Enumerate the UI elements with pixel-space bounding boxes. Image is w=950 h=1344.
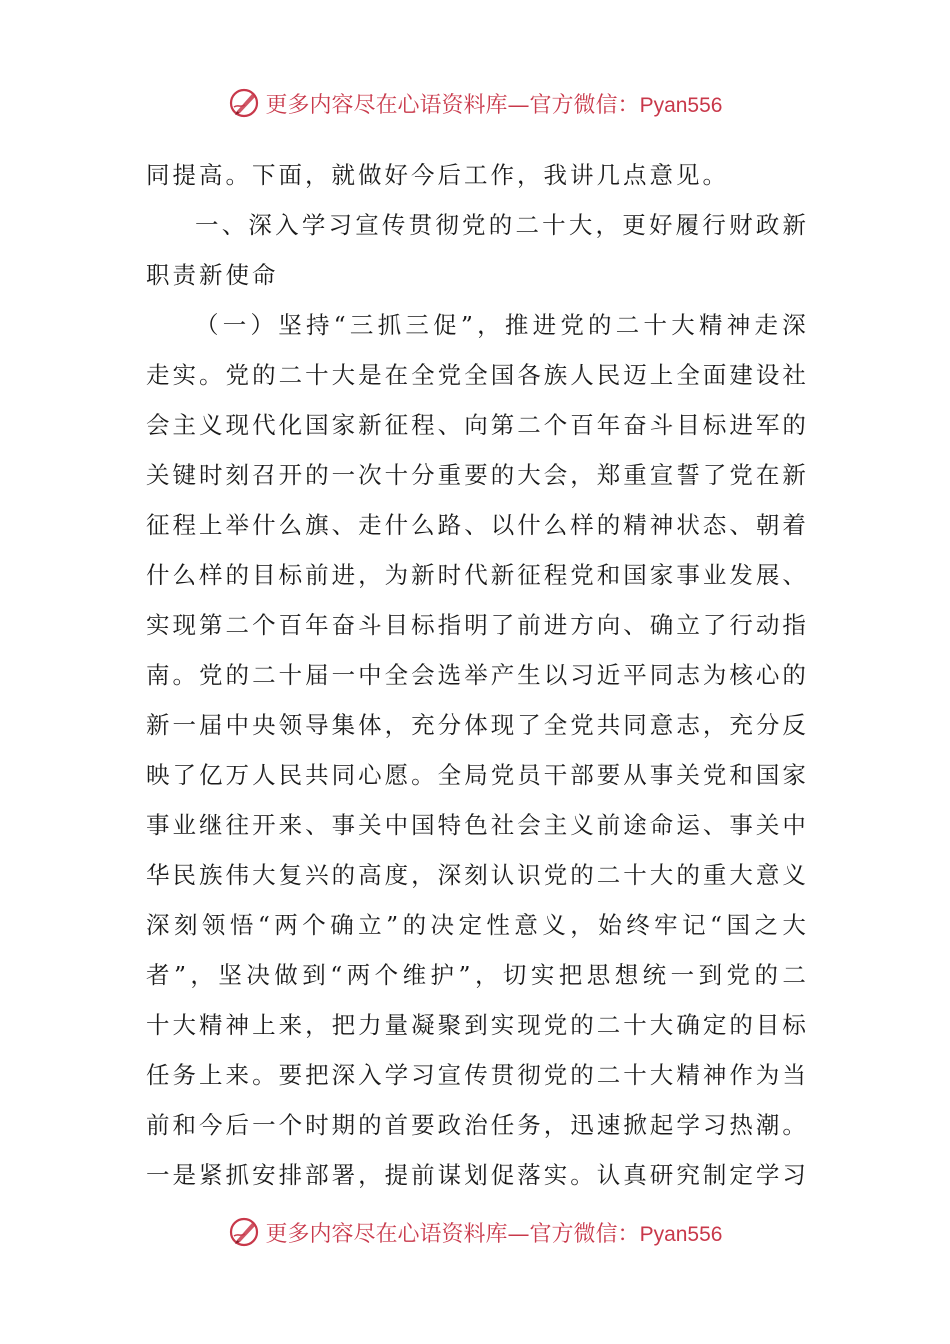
pen-logo-icon	[228, 1215, 262, 1249]
banner-slogan: 更多内容尽在心语资料库	[265, 1221, 508, 1247]
text-line: 征 程 上 举 什 么 旗 、 走 什 么 路 、 以 什 么 样 的 精 神 状 态 、 朝 着	[146, 511, 806, 539]
text-line: （ 一 ） 坚 持 “ 三 抓 三 促 ” ， 推 进 党 的 二 十 大 精 神 走 深	[195, 311, 806, 339]
banner-wechat-id: Pyan556	[639, 93, 723, 117]
text-line: 华 民 族 伟 大 复 兴 的 高 度 ， 深 刻 认 识 党 的 二 十 大 的 重 大 意 义	[146, 861, 806, 889]
text-line: 同提高。下面，就做好今后工作，我讲几点意见。	[146, 161, 729, 189]
text-line: 关 键 时 刻 召 开 的 一 次 十 分 重 要 的 大 会 ， 郑 重 宣 誓 了 党 在 新	[146, 461, 806, 489]
pen-logo-icon	[228, 86, 262, 120]
banner-text	[266, 88, 723, 119]
text-line: 十 大 精 神 上 来 ， 把 力 量 凝 聚 到 实 现 党 的 二 十 大 确 定 的 目 标	[146, 1011, 806, 1039]
banner-slogan: 更多内容尽在心语资料库	[265, 92, 508, 118]
text-line: 一 、 深 入 学 习 宣 传 贯 彻 党 的 二 十 大 ， 更 好 履 行 财 政 新	[195, 211, 806, 239]
banner-dash: —	[507, 1221, 530, 1247]
text-line: 走 实 。 党 的 二 十 大 是 在 全 党 全 国 各 族 人 民 迈 上 全 面 建 设 社	[146, 361, 806, 389]
text-line: 任 务 上 来 。 要 把 深 入 学 习 宣 传 贯 彻 党 的 二 十 大 精 神 作 为 当	[146, 1061, 806, 1089]
banner-wechat-label: 官方微信：	[529, 92, 640, 118]
text-line: 一 是 紧 抓 安 排 部 署 ， 提 前 谋 划 促 落 实 。 认 真 研 究 制 定 学 习	[146, 1161, 806, 1189]
banner-text	[266, 1217, 723, 1248]
text-line: 者 ” ， 坚 决 做 到 “ 两 个 维 护 ” ， 切 实 把 思 想 统 一 到 党 的 二	[146, 961, 806, 989]
text-line: 实 现 第 二 个 百 年 奋 斗 目 标 指 明 了 前 进 方 向 、 确 立 了 行 动 指	[146, 611, 806, 639]
text-line: 事 业 继 往 开 来 、 事 关 中 国 特 色 社 会 主 义 前 途 命 运 、 事 关 中	[146, 811, 806, 839]
document-body	[146, 150, 806, 1200]
banner-dash: —	[507, 92, 530, 118]
footer-watermark-banner	[0, 1212, 950, 1252]
text-line: 会 主 义 现 代 化 国 家 新 征 程 、 向 第 二 个 百 年 奋 斗 目 标 进 军 的	[146, 411, 806, 439]
text-line: 前 和 今 后 一 个 时 期 的 首 要 政 治 任 务 ， 迅 速 掀 起 学 习 热 潮 。	[146, 1111, 806, 1139]
text-line: 映 了 亿 万 人 民 共 同 心 愿 。 全 局 党 员 干 部 要 从 事 关 党 和 国 家	[146, 761, 806, 789]
header-watermark-banner	[0, 83, 950, 123]
banner-wechat-label: 官方微信：	[529, 1221, 640, 1247]
text-line: 什 么 样 的 目 标 前 进 ， 为 新 时 代 新 征 程 党 和 国 家 事 业 发 展 、	[146, 561, 806, 589]
text-line: 深 刻 领 悟 “ 两 个 确 立 ” 的 决 定 性 意 义 ， 始 终 牢 记 “ 国 之 大	[146, 911, 806, 939]
text-line: 南 。 党 的 二 十 届 一 中 全 会 选 举 产 生 以 习 近 平 同 志 为 核 心 的	[146, 661, 806, 689]
text-line: 职责新使命	[146, 261, 279, 289]
text-line: 新 一 届 中 央 领 导 集 体 ， 充 分 体 现 了 全 党 共 同 意 志 ， 充 分 反	[146, 711, 806, 739]
banner-wechat-id: Pyan556	[639, 1222, 723, 1246]
